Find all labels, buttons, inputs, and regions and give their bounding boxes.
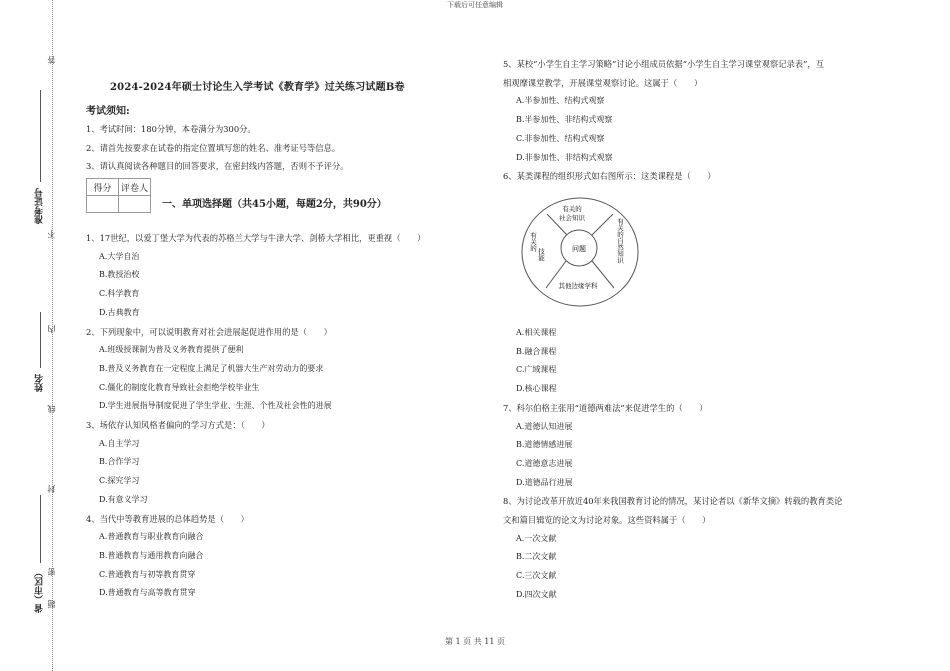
answer-option: C.广域课程 <box>516 365 557 375</box>
page-footer: 第 1 页 共 11 页 <box>445 637 505 646</box>
score-label: 得分 <box>87 179 119 196</box>
answer-option: B.二次文献 <box>516 552 557 562</box>
diagram-top-line1: 有关的 <box>562 205 582 213</box>
section-title: 一、单项选择题（共45小题，每题2分，共90分） <box>162 199 387 210</box>
answer-option: B.融合课程 <box>516 346 557 356</box>
question-stem: 3、场依存认知风格者偏向的学习方式是：（ ） <box>86 420 270 431</box>
diagram-left-line2: 技能 <box>537 248 545 261</box>
answer-option: D.学生进展指导制度促进了学生学业、生涯、个性及社会性的进展 <box>99 401 332 411</box>
question-stem: 相观摩课堂教学，开展课堂观察讨论。这属于（ ） <box>503 77 703 88</box>
answer-option: D.有意义学习 <box>99 494 148 504</box>
right-questions-bottom <box>503 324 923 605</box>
answer-option: C.三次文献 <box>516 571 557 581</box>
answer-option: A.道德认知进展 <box>516 421 573 431</box>
question-stem: 2、下列现象中，可以说明教育对社会进展起促进作用的是（ ） <box>86 326 332 337</box>
margin-mark: 题 <box>47 600 56 608</box>
margin-mark: 不 <box>47 230 56 238</box>
answer-option: D.四次文献 <box>516 589 557 599</box>
notice-list <box>86 120 486 176</box>
answer-option: A.一次文献 <box>516 533 557 543</box>
question-stem: 5、某校“小学生自主学习策略”讨论小组成员依据“小学生自主学习课堂观察记录表”，互 <box>503 59 824 69</box>
answer-option: C.普通教育与初等教育贯穿 <box>99 569 196 579</box>
answer-option: C.僵化的制度化教育导致社会拒绝学校毕业生 <box>99 382 260 392</box>
answer-option: B.普及义务教育在一定程度上满足了机器大生产对劳动力的要求 <box>99 363 324 373</box>
diagram-center: 问题 <box>572 245 586 253</box>
question-stem: 8、为讨论改革开放近40年来我国教育讨论的情况，某讨论者以《新华文摘》转载的教育类论 <box>503 496 843 507</box>
margin-label-province: 省（市区） <box>35 568 45 613</box>
question-stem: 4、当代中等教育进展的总体趋势是（ ） <box>86 513 249 524</box>
answer-option: A.大学自治 <box>99 251 140 261</box>
answer-option: A.普通教育与职业教育向融合 <box>99 532 204 542</box>
margin-label-exam-number: 准考证号 <box>35 188 45 224</box>
binding-margin <box>0 0 90 671</box>
diagram-bottom: 其他边缘学科 <box>558 282 598 290</box>
answer-option: B.合作学习 <box>99 457 140 467</box>
answer-option: A.半参加性、结构式观察 <box>516 96 605 106</box>
answer-option: B.半参加性、非结构式观察 <box>516 115 613 125</box>
answer-option: C.道德意志进展 <box>516 458 573 468</box>
curriculum-diagram <box>520 196 640 308</box>
margin-mark: 密 <box>47 568 56 576</box>
notice-item: 2、请首先按要求在试卷的指定位置填写您的姓名、准考证号等信息。 <box>86 142 341 153</box>
answer-option: A.班级授课制为普及义务教育提供了便利 <box>99 345 244 355</box>
answer-option: D.核心课程 <box>516 384 557 394</box>
notice-item: 3、请认真阅读各种题目的回答要求，在密封线内答题，否则不予评分。 <box>86 161 349 172</box>
top-note: 下载后可任意编辑 <box>447 1 503 9</box>
margin-mark: 线 <box>47 405 56 413</box>
answer-option: D.道德品行进展 <box>516 477 573 487</box>
question-stem: 7、科尔伯格主张用“道德两难法”来促进学生的（ ） <box>503 402 708 413</box>
answer-option: C.非参加性、结构式观察 <box>516 133 605 143</box>
margin-mark: 封 <box>47 485 56 493</box>
margin-label-name: 姓名 <box>35 374 45 392</box>
answer-option: D.普通教育与高等教育贯穿 <box>99 588 196 598</box>
question-stem: 文和篇目辑览的论文为讨论对象。这些资料属于（ ） <box>503 515 711 526</box>
answer-option: A.相关课程 <box>516 328 557 337</box>
answer-option: C.探究学习 <box>99 476 140 486</box>
answer-option: B.普通教育与通用教育向融合 <box>99 550 204 560</box>
question-stem: 6、某类课程的组织形式如右图所示：这类课程是（ ） <box>503 171 716 182</box>
diagram-top-line2: 社会知识 <box>559 214 585 222</box>
answer-option: A.自主学习 <box>99 438 140 448</box>
grader-label: 评卷人 <box>119 179 151 196</box>
right-questions-top <box>503 55 923 186</box>
notice-item: 1、考试时间：180分钟，本卷满分为300分。 <box>86 124 256 134</box>
margin-mark: 答 <box>47 56 56 64</box>
name-line <box>40 312 41 368</box>
exam-number-line <box>40 90 41 182</box>
left-questions <box>86 229 486 603</box>
answer-option: C.科学教育 <box>99 289 140 299</box>
exam-title: 2024-2024年硕士讨论生入学考试《教育学》过关练习试题B卷 <box>110 82 405 93</box>
answer-option: D.古典教育 <box>99 307 140 317</box>
answer-option: B.道德情感进展 <box>516 440 573 450</box>
answer-option: B.教授治校 <box>99 270 140 280</box>
province-line <box>40 495 41 563</box>
score-cell <box>87 196 119 213</box>
grader-cell <box>119 196 151 213</box>
margin-mark: 内 <box>47 325 56 333</box>
question-stem: 1、17世纪，以爱丁堡大学为代表的苏格兰大学与牛津大学、剑桥大学相比，更重视（ ） <box>86 233 426 243</box>
score-box <box>86 178 151 213</box>
notice-heading: 考试须知: <box>86 106 130 117</box>
diagram-right: 有关的自然知识 <box>616 218 624 264</box>
answer-option: D.非参加性、非结构式观察 <box>516 152 613 162</box>
diagram-left-line1: 有关的 <box>529 232 537 252</box>
